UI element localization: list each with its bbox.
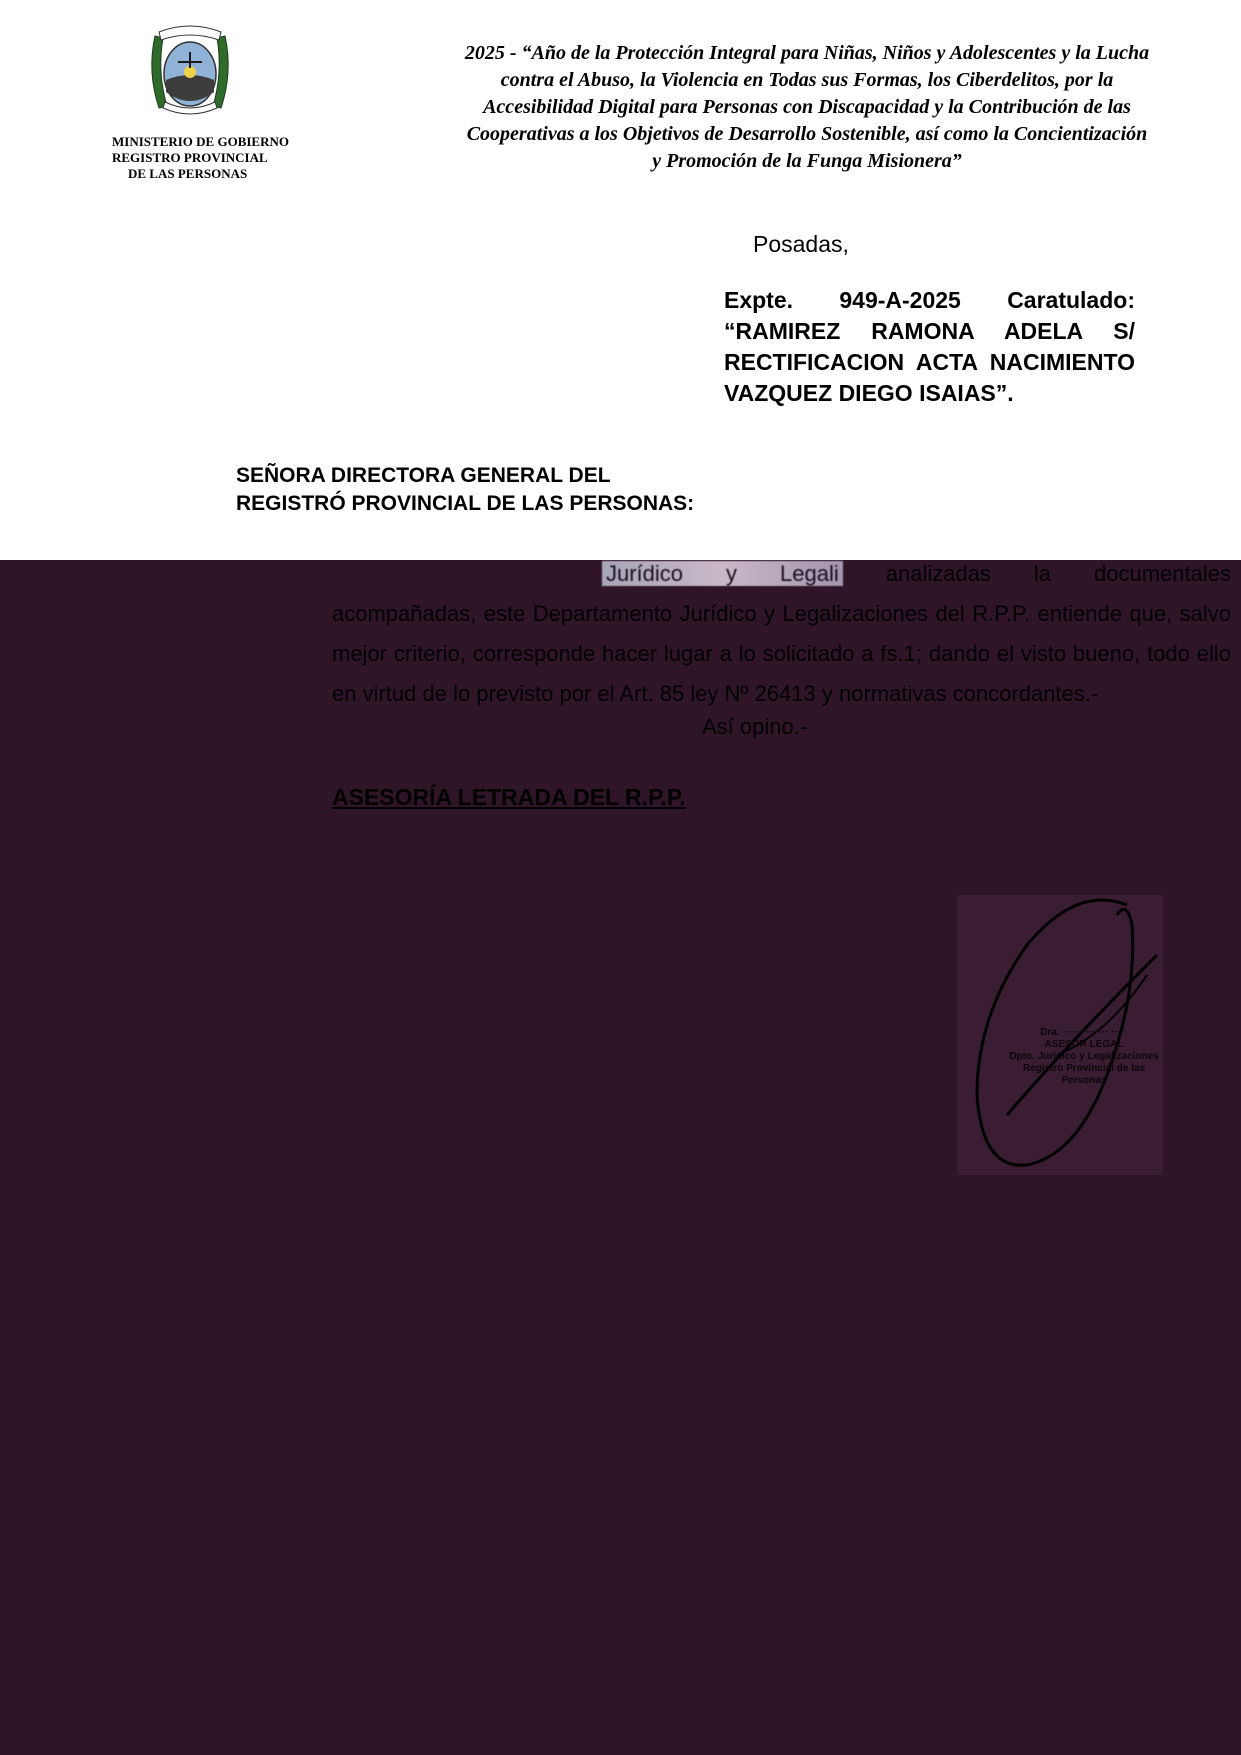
case-reference-line-3: RECTIFICACION ACTA NACIMIENTO (724, 349, 1135, 375)
signature-block (957, 895, 1163, 1175)
case-reference (724, 285, 1135, 409)
province-emblem (145, 22, 235, 118)
stamp-line-4: Registro Provincial de las Personas (1022, 1063, 1146, 1086)
body-first-line (332, 554, 1231, 594)
ministry-line-1: MINISTERIO DE GOBIERNO (112, 134, 289, 149)
stamp-line-3: Dpto. Jurídico y Legalizaciones (1009, 1051, 1159, 1062)
addressee-line-1: SEÑORA DIRECTORA GENERAL DEL (236, 464, 611, 487)
body-rest: acompañadas, este Departamento Jurídico y Legalizaciones del R.P.P. entiende que, salvo mejor criterio, corresponde hacer lugar a lo solicitado a fs.1; dando el visto bueno, todo ello en virtud de lo previsto por el Art. 85 ley Nº 26413 y normativas concordantes.- (332, 601, 1231, 706)
case-reference-line-2: “RAMIREZ RAMONA ADELA S/ (724, 318, 1135, 344)
case-reference-line-4: VAZQUEZ DIEGO ISAIAS”. (724, 380, 1014, 406)
addressee-line-2: REGISTRÓ PROVINCIAL DE LAS PERSONAS: (236, 492, 695, 515)
stamp-line-2: ASESOR LEGAL (1044, 1039, 1124, 1050)
ministry-heading (112, 134, 292, 182)
place-date: Posadas, (753, 231, 849, 257)
body-line-1: analizadas la documentales (885, 561, 1231, 586)
ministry-line-2: REGISTRO PROVINCIAL (112, 150, 268, 165)
ministry-line-3: DE LAS PERSONAS (128, 166, 248, 181)
stamp-line-1: Dra. ······ ······· ····· (1040, 1027, 1128, 1038)
signatory-office: ASESORÍA LETRADA DEL R.P.P. (332, 784, 686, 810)
signature-stamp (1009, 1027, 1159, 1087)
obscured-text: Jurídico y Legali (602, 561, 843, 586)
case-reference-line-1: Expte. 949-A-2025 Caratulado: (724, 287, 1135, 313)
addressee (236, 462, 694, 518)
year-motto: 2025 - “Año de la Protección Integral para Niñas, Niños y Adolescentes y la Lucha contra el Abuso, la Violencia en Todas sus Formas, los Ciberdelitos, por la Accesibilidad Digital para Personas con Discapacidad y la Contribución de las Cooperativas a los Objetivos de Desarrollo Sostenible, así como la Concientización y Promoción de la Funga Misionera” (464, 42, 1150, 172)
body-paragraph (332, 554, 1231, 714)
closing-phrase: Así opino.- (702, 714, 808, 739)
